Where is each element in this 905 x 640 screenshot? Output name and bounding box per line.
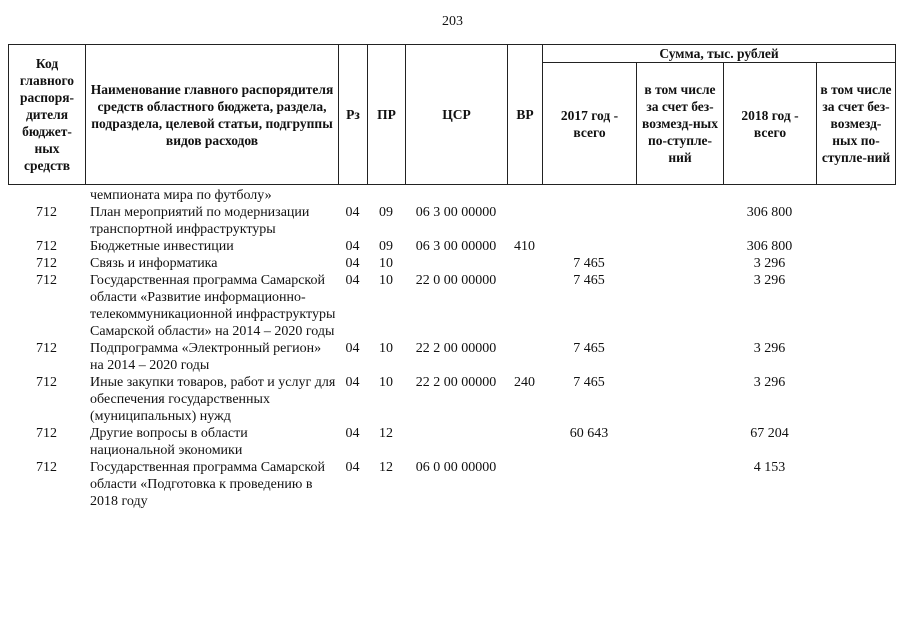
cell-2017-total: 7 465 — [573, 273, 605, 288]
cell-pr: 12 — [379, 426, 393, 441]
cell-code: 712 — [36, 205, 57, 220]
cell-name: Другие вопросы в области национальной экономики — [90, 426, 248, 458]
cell-rz: 04 — [345, 375, 360, 390]
table-row — [8, 204, 894, 238]
cell-name: Иные закупки товаров, работ и услуг для обеспечения государственных (муниципальных) нужд — [90, 375, 336, 424]
cell-code: 712 — [36, 426, 57, 441]
table-row — [8, 425, 894, 459]
cell-rz: 04 — [345, 341, 360, 356]
table-row — [8, 340, 894, 374]
table-row — [8, 238, 894, 255]
cell-code: 712 — [36, 341, 57, 356]
header-2017-total: 2017 год - всего — [543, 63, 637, 185]
cell-rz: 04 — [345, 426, 360, 441]
cell-pr: 09 — [379, 205, 393, 220]
cell-2017-total: 7 465 — [573, 375, 605, 390]
cell-2018-total: 3 296 — [753, 273, 786, 288]
cell-name: чемпионата мира по футболу» — [90, 188, 272, 203]
header-csr: ЦСР — [406, 45, 508, 185]
cell-csr: 06 3 00 00000 — [415, 239, 497, 254]
cell-2017-total: 7 465 — [573, 256, 605, 271]
header-2017-grants: в том числе за счет без-возмезд-ных по-ступле-ний — [637, 63, 724, 185]
table-row — [8, 255, 894, 272]
table-row — [8, 459, 894, 510]
table-body — [8, 187, 894, 510]
header-vr: ВР — [508, 45, 543, 185]
cell-2017-total: 7 465 — [573, 341, 605, 356]
cell-rz: 04 — [345, 273, 360, 288]
cell-vr: 240 — [514, 375, 535, 390]
cell-code: 712 — [36, 256, 57, 271]
table-row — [8, 272, 894, 340]
cell-2018-total: 67 204 — [750, 426, 789, 441]
cell-name: Бюджетные инвестиции — [90, 239, 234, 254]
cell-csr: 06 3 00 00000 — [415, 205, 497, 220]
header-pr: ПР — [368, 45, 406, 185]
table-row — [8, 187, 894, 204]
header-code: Код главного распоря-дителя бюджет-ных средств — [9, 45, 86, 185]
cell-name: Связь и информатика — [90, 256, 218, 271]
cell-name: План мероприятий по модернизации транспортной инфраструктуры — [90, 205, 310, 237]
cell-2017-total: 60 643 — [569, 426, 609, 441]
cell-2018-total: 306 800 — [746, 239, 793, 254]
cell-pr: 10 — [379, 273, 393, 288]
cell-rz: 04 — [345, 460, 360, 475]
cell-2018-total: 4 153 — [753, 460, 786, 475]
cell-pr: 12 — [379, 460, 393, 475]
cell-2018-total: 3 296 — [753, 256, 786, 271]
cell-csr: 06 0 00 00000 — [415, 460, 497, 475]
cell-name: Подпрограмма «Электронный регион» на 2014 – 2020 годы — [90, 341, 322, 373]
cell-pr: 10 — [379, 341, 393, 356]
cell-csr: 22 0 00 00000 — [415, 273, 497, 288]
table-row — [8, 374, 894, 425]
cell-name: Государственная программа Самарской области «Развитие информационно-телекоммуникационной инфраструктуры Самарской области» на 2014 – 2020 годы — [90, 273, 336, 339]
cell-rz: 04 — [345, 256, 360, 271]
cell-pr: 10 — [379, 256, 393, 271]
cell-rz: 04 — [345, 239, 360, 254]
cell-pr: 10 — [379, 375, 393, 390]
cell-csr: 22 2 00 00000 — [415, 375, 497, 390]
header-sum: Сумма, тыс. рублей — [543, 45, 896, 63]
cell-csr: 22 2 00 00000 — [415, 341, 497, 356]
cell-vr: 410 — [514, 239, 535, 254]
cell-code: 712 — [36, 273, 57, 288]
header-name: Наименование главного распорядителя средств областного бюджета, раздела, подраздела, целевой статьи, подгруппы видов расходов — [86, 45, 339, 185]
cell-code: 712 — [36, 460, 57, 475]
cell-code: 712 — [36, 239, 57, 254]
header-rz: Рз — [339, 45, 368, 185]
page-number: 203 — [442, 14, 463, 29]
header-2018-total: 2018 год - всего — [724, 63, 817, 185]
cell-code: 712 — [36, 375, 57, 390]
cell-name: Государственная программа Самарской области «Подготовка к проведению в 2018 году — [90, 460, 326, 509]
cell-2018-total: 306 800 — [746, 205, 793, 220]
cell-2018-total: 3 296 — [753, 341, 786, 356]
cell-pr: 09 — [379, 239, 393, 254]
cell-rz: 04 — [345, 205, 360, 220]
header-2018-grants: в том числе за счет без-возмезд-ных по-ступле-ний — [817, 63, 896, 185]
cell-2018-total: 3 296 — [753, 375, 786, 390]
table-header — [8, 44, 896, 185]
